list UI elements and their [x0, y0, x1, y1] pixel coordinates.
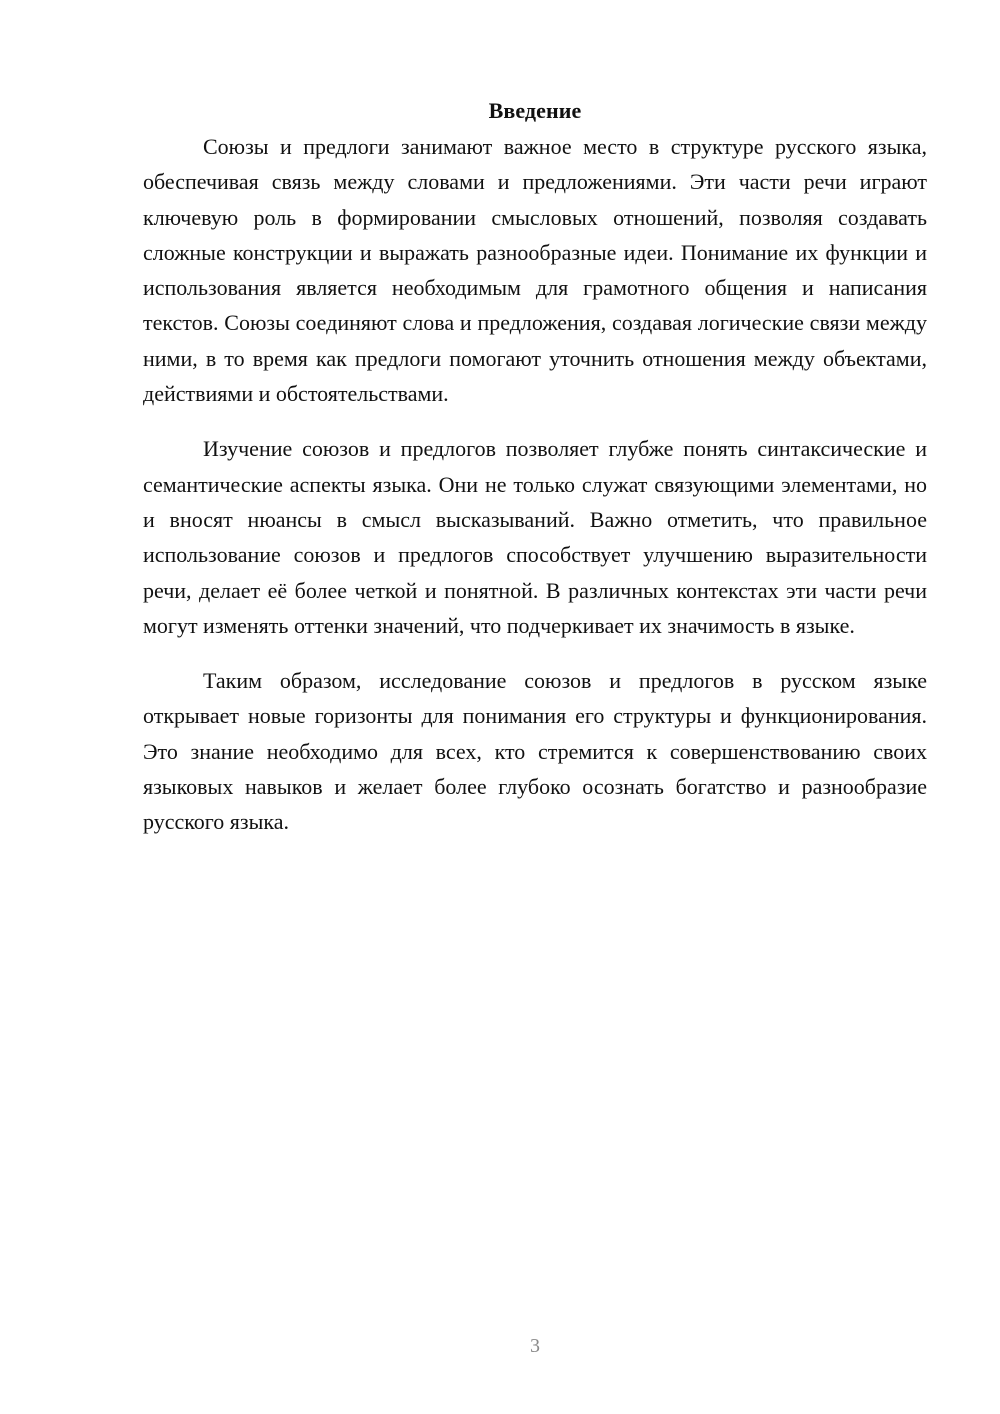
paragraph-1: Союзы и предлоги занимают важное место в структуре русского языка, обеспечивая связь между словами и предложениями. Эти части речи играют ключевую роль в формировании смысловых отношений, позволяя создавать сложные конструкции и выражать разнообразные идеи. Понимание их функции и использования является необходимым для грамотного общения и написания текстов. Союзы соединяют слова и предложения, создавая логические связи между ними, в то время как предлоги помогают уточнить отношения между объектами, действиями и обстоятельствами. — [143, 134, 927, 407]
paragraph-2: Изучение союзов и предлогов позволяет глубже понять синтаксические и семантические аспекты языка. Они не только служат связующими элементами, но и вносят нюансы в смысл высказываний. Важно отметить, что правильное использование союзов и предлогов способствует улучшению выразительности речи, делает её более четкой и понятной. В различных контекстах эти части речи могут изменять оттенки значений, что подчеркивает их значимость в языке. — [143, 436, 927, 638]
page-content — [143, 94, 927, 840]
section-title: Введение — [488, 98, 582, 123]
paragraph-3: Таким образом, исследование союзов и предлогов в русском языке открывает новые горизонты для понимания его структуры и функционирования. Это знание необходимо для всех, кто стремится к совершенствованию своих языковых навыков и желает более глубоко осознать богатство и разнообразие русского языка. — [143, 668, 927, 835]
page-number: 3 — [530, 1335, 540, 1357]
